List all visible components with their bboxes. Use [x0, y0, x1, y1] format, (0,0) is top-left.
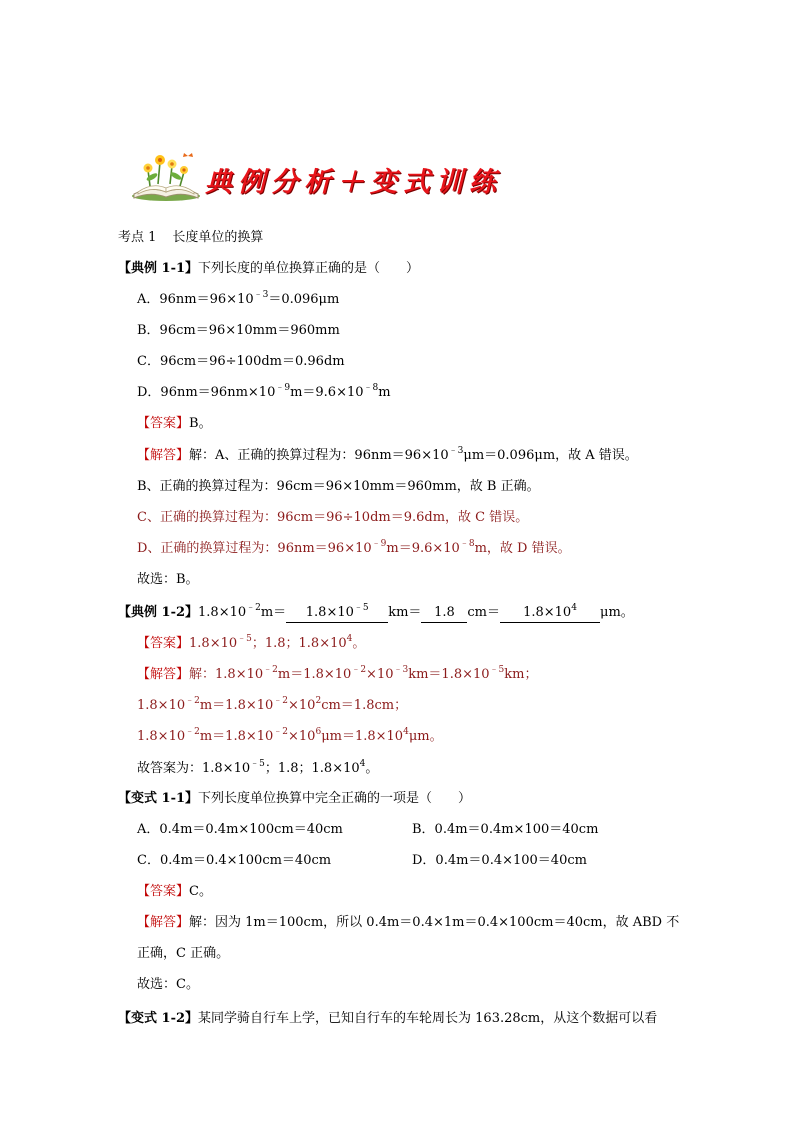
- variant-1-2-question: 【变式 1-2】某同学骑自行车上学，已知自行车的车轮周长为 163.28cm，从这个数据可以看: [118, 1011, 658, 1026]
- banner-title: 典例分析＋变式训练: [205, 167, 502, 198]
- example-1-1-question: [118, 260, 419, 278]
- variant-1-1-answer: 【答案】C。: [137, 884, 212, 899]
- variant-1-1-option-a: A．0.4m＝0.4m×100cm＝40cm: [137, 822, 343, 837]
- example-1-1-solution-d: D、正确的换算过程为：$96nm=96\times 10^{﹣9}m=9.6\times 10^{﹣8}m$，故 D 错误。: [137, 539, 571, 556]
- section-title: 长度单位的换算: [172, 230, 264, 245]
- blank-2: 1.8: [421, 604, 467, 623]
- example-1-1-option-b: B．96cm＝96×10mm＝960mm: [137, 323, 340, 338]
- example-1-2-tag: 【典例 1-2】: [118, 605, 199, 620]
- variant-1-1-solution-line-2: 正确，C 正确。: [137, 946, 230, 961]
- section-label: 考点 1: [118, 230, 157, 245]
- variant-1-1-question: 【变式 1-1】下列长度单位换算中完全正确的一项是（ ）: [118, 791, 472, 806]
- variant-1-2-tag: 【变式 1-2】: [118, 1011, 199, 1026]
- banner-book-flowers-image: [130, 150, 202, 202]
- example-1-2-solution-line-1: 【解答】解：$1.8\times 10^{﹣2}m=1.8\times 10^{﹣2}\times 10^{﹣3}km=1.8\times 10^{﹣5}km$；: [137, 665, 538, 682]
- variant-1-1-option-b: B．0.4m＝0.4m×100＝40cm: [412, 822, 599, 837]
- variant-1-1-tag: 【变式 1-1】: [118, 791, 199, 806]
- solution-tag: 【解答】: [137, 448, 190, 463]
- variant-1-1-option-c: C．0.4m＝0.4×100cm＝40cm: [137, 853, 332, 868]
- example-1-1-choice: 故选：B。: [137, 572, 199, 587]
- blank-3: $1.8\times 10^4$: [500, 604, 600, 623]
- variant-1-1-choice: 故选：C。: [137, 977, 199, 992]
- variant-1-1-solution-line-1: 【解答】解：因为 1m＝100cm，所以 0.4m＝0.4×1m＝0.4×100cm＝40cm，故 ABD 不: [137, 915, 680, 930]
- example-1-1-solution-c: C、正确的换算过程为：96cm＝96÷10dm＝9.6dm，故 C 错误。: [137, 510, 529, 525]
- answer-tag: 【答案】: [137, 416, 190, 431]
- example-1-1-solution-b: B、正确的换算过程为：96cm＝96×10mm＝960mm，故 B 正确。: [137, 479, 540, 494]
- example-1-1-tag: 【典例 1-1】: [118, 261, 199, 276]
- example-1-2-final-answer: 故答案为：$1.8\times 10^{﹣5}$；1.8；$1.8\times 10^4$。: [137, 759, 379, 776]
- example-1-1-option-c: C．96cm＝96÷100dm＝0.96dm: [137, 354, 345, 369]
- section-heading: [118, 229, 263, 247]
- example-1-2-question: 【典例 1-2】$1.8\times 10^{﹣2}m= 1.8\times 10^{﹣5}$ km＝ 1.8 $cm= 1.8\times 10^4$ μm。: [118, 604, 634, 623]
- blank-1: $1.8\times 10^{﹣5}$: [286, 604, 388, 623]
- example-1-1-answer: 【答案】B。: [137, 416, 212, 431]
- example-1-1-text: 下列长度的单位换算正确的是（ ）: [198, 261, 420, 276]
- example-1-1-option-a: A．$96nm=96\times 10^{﹣3}=0.096\mu m$: [137, 290, 340, 307]
- variant-1-1-option-d: D．0.4m＝0.4×100＝40cm: [412, 853, 587, 868]
- book-flower-icon: [130, 150, 202, 202]
- example-1-1-solution-a: 【解答】解：A、正确的换算过程为：$96nm=96\times 10^{﹣3}\mu m=0.096\mu m$，故 A 错误。: [137, 446, 638, 463]
- example-1-2-answer: 【答案】$1.8\times 10^{﹣5}$；1.8；$1.8\times 10^4$。: [137, 634, 366, 651]
- example-1-2-solution-line-3: $1.8\times 10^{﹣2}m=1.8\times 10^{﹣2}\times 10^6\mu m=1.8\times 10^4\mu m$。: [137, 727, 443, 744]
- example-1-1-option-d: D．$96nm=96nm\times 10^{﹣9}m=9.6\times 10^{﹣8}m$: [137, 383, 391, 400]
- example-1-2-solution-line-2: $1.8\times 10^{﹣2}m=1.8\times 10^{﹣2}\times 10^2cm=1.8cm$；: [137, 696, 408, 713]
